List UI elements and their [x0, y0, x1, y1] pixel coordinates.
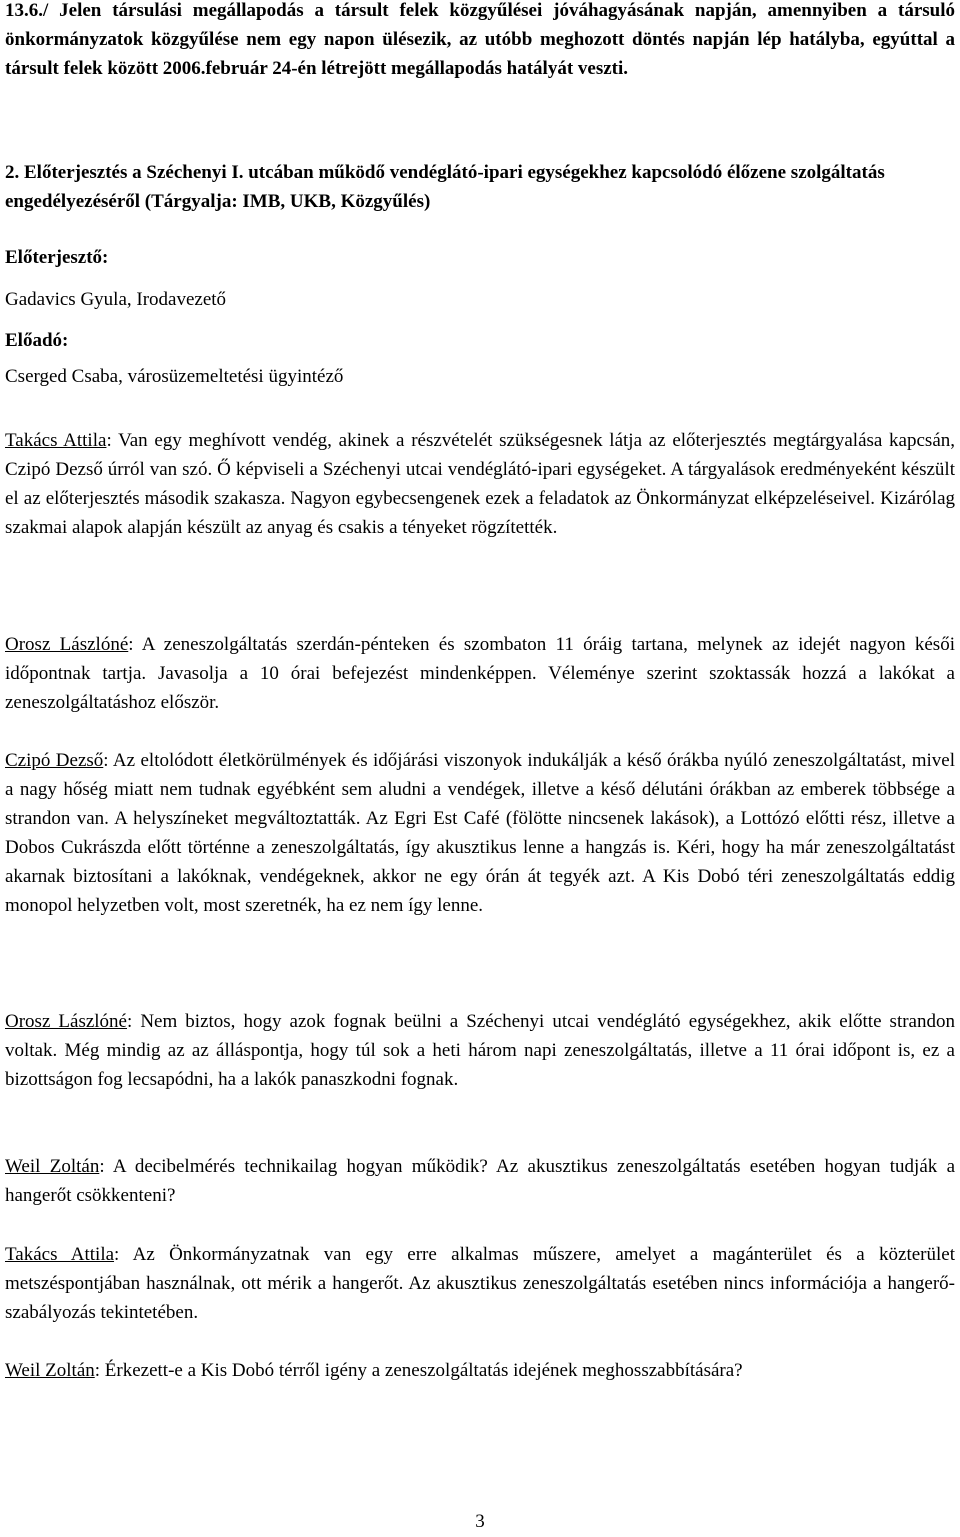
- agenda-item-title: 2. Előterjesztés a Széchenyi I. utcában működő vendéglátó-ipari egységekhez kapcsolódó élőzene szolgáltatás engedélyezéséről (Tárgyalja: IMB, UKB, Közgyűlés): [5, 162, 885, 212]
- discussion-paragraph: [5, 1240, 955, 1327]
- speaker-name: Cserged Csaba, városüzemeltetési ügyintéző: [5, 366, 344, 387]
- agreement-paragraph: 13.6./ Jelen társulási megállapodás a társult felek közgyűlései jóváhagyásának napján, amennyiben a társuló önkormányzatok közgyűlése nem egy napon ülésezik, az utóbb meghozott döntés napján lép hatályba, egyúttal a társult felek között 2006.február 24-én létrejött megállapodás hatályát veszti.: [5, 0, 955, 79]
- statement-text: : Nem biztos, hogy azok fognak beülni a Széchenyi utcai vendéglátó egységekhez, akik előtte strandon voltak. Még mindig az az álláspontja, hogy túl sok a heti három napi zeneszolgáltatás, illetve a 11 órai időpont is, ez a bizottságon fog lecsapódni, ha a lakók panaszkodni fognak.: [5, 1011, 955, 1090]
- discussion-paragraph: [5, 1356, 955, 1385]
- speaker-name-link: Weil Zoltán: [5, 1360, 95, 1381]
- speaker-name-link: Takács Attila: [5, 430, 107, 451]
- presenter-label: Előterjesztő:: [5, 247, 109, 268]
- speaker-name-link: Takács Attila: [5, 1244, 115, 1265]
- statement-text: : Az Önkormányzatnak van egy erre alkalmas műszere, amelyet a magánterület és a közterület metszéspontjában használnak, ott mérik a hangerőt. Az akusztikus zeneszolgáltatás esetében nincs információja a hangerő-szabályozás tekintetében.: [5, 1244, 955, 1323]
- page-number: 3: [475, 1511, 485, 1532]
- discussion-paragraph: [5, 1007, 955, 1094]
- discussion-paragraph: [5, 1152, 955, 1210]
- statement-text: : Érkezett-e a Kis Dobó térről igény a zeneszolgáltatás idejének meghosszabbítására?: [94, 1360, 743, 1381]
- speaker-name-link: Orosz Lászlóné: [5, 634, 129, 655]
- discussion-paragraph: [5, 630, 955, 717]
- statement-text: : Van egy meghívott vendég, akinek a részvételét szükségesnek látja az előterjesztés megtárgyalása kapcsán, Czipó Dezső úrról van szó. Ő képviseli a Széchenyi utcai vendéglátó-ipari egységeket. A tárgyalások eredményeként készült el az előterjesztés második szakasza. Nagyon egybecsengenek ezek a feladatok az Önkormányzat elképzeléseivel. Kizárólag szakmai alapok alapján készült az anyag és csakis a tényeket rögzítették.: [5, 430, 955, 538]
- statement-text: : Az eltolódott életkörülmények és időjárási viszonyok indukálják a késő órákba nyúló zeneszolgáltatást, mivel a nagy hőség miatt nem tudnak egyébként sem aludni a vendégek, illetve a késő délutáni órákban az emberek többsége a strandon van. A helyszíneket megváltoztatták. Az Egri Est Café (fölötte nincsenek lakások), a Lottózó előtti rész, illetve a Dobos Cukrászda előtt történne a zeneszolgáltatás, így akusztikus lenne a hangzás is. Kéri, hogy ha már zeneszolgáltatást akarnak biztosítani a lakóknak, vendégeknek, akkor ne egy órán át tegyék azt. A Kis Dobó téri zeneszolgáltatás eddig monopol helyzetben volt, most szeretnék, ha ez nem így lenne.: [5, 750, 955, 916]
- presenter-name: Gadavics Gyula, Irodavezető: [5, 289, 227, 310]
- speaker-label: Előadó:: [5, 330, 69, 351]
- speaker-name-link: Orosz Lászlóné: [5, 1011, 127, 1032]
- statement-text: : A decibelmérés technikailag hogyan működik? Az akusztikus zeneszolgáltatás esetében hogyan tudják a hangerőt csökkenteni?: [5, 1156, 956, 1206]
- discussion-paragraph: [5, 426, 955, 542]
- discussion-paragraph: [5, 746, 955, 920]
- speaker-name-link: Czipó Dezső: [5, 750, 104, 771]
- speaker-name-link: Weil Zoltán: [5, 1156, 100, 1177]
- statement-text: : A zeneszolgáltatás szerdán-pénteken és szombaton 11 óráig tartana, melynek az idejét nagyon késői időpontnak tartja. Javasolja a 10 órai befejezést mindenképpen. Véleménye szerint szoktassák hozzá a lakókat a zeneszolgáltatáshoz először.: [5, 634, 955, 713]
